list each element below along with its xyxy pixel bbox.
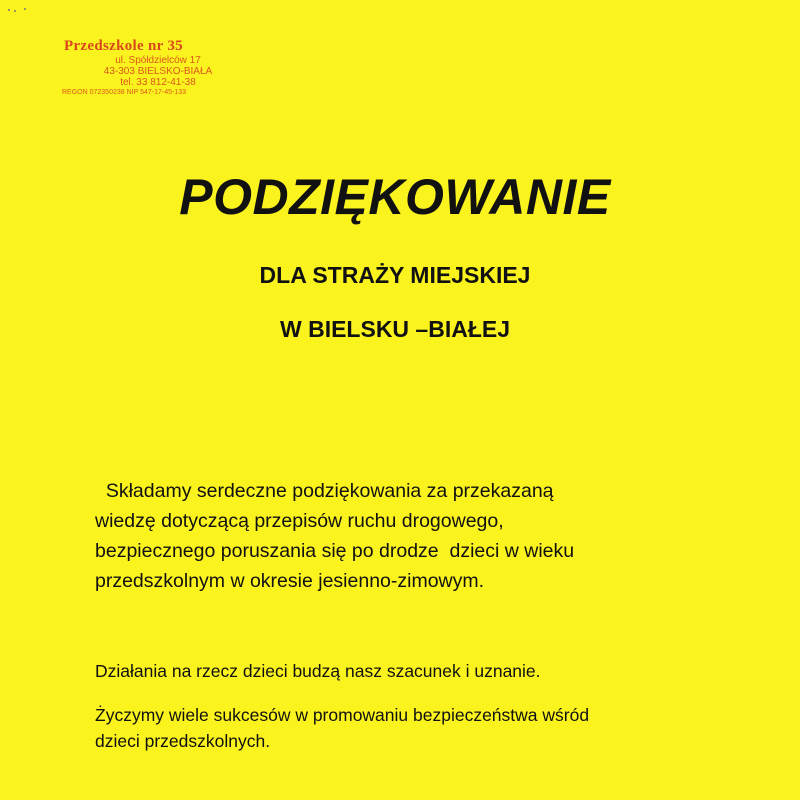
- respect-paragraph: Działania na rzecz dzieci budzą nasz szacunek i uznanie.: [95, 661, 541, 681]
- scan-speck: [24, 8, 26, 10]
- paragraph-line: wiedzę dotyczącą przepisów ruchu drogowego,: [95, 510, 504, 532]
- paragraph-line: przedszkolnym w okresie jesienno-zimowym.: [95, 570, 485, 592]
- document-title: PODZIĘKOWANIE: [179, 169, 611, 225]
- kindergarten-stamp: [58, 38, 258, 98]
- stamp-phone: tel. 33 812-41-38: [120, 77, 196, 88]
- wishes-paragraph: [95, 702, 735, 754]
- stamp-street: ul. Spółdzielców 17: [115, 55, 201, 66]
- stamp-city: 43-303 BIELSKO-BIAŁA: [103, 66, 213, 77]
- paragraph-line: Składamy serdeczne podziękowania za przekazaną: [95, 480, 554, 502]
- subtitle-line-2: W BIELSKU –BIAŁEJ: [279, 316, 511, 342]
- thanks-paragraph: [95, 476, 735, 596]
- paragraph-line: bezpiecznego poruszania się po drodze dzieci w wieku: [95, 540, 575, 562]
- scan-speck: [14, 10, 16, 12]
- paragraph-line: Życzymy wiele sukcesów w promowaniu bezpieczeństwa wśród: [95, 705, 590, 725]
- stamp-ids: REGON 072350238 NIP 547-17-45-133: [62, 89, 187, 96]
- subtitle-line-1: DLA STRAŻY MIEJSKIEJ: [259, 262, 531, 288]
- paragraph-line: dzieci przedszkolnych.: [95, 731, 271, 751]
- stamp-name: Przedszkole nr 35: [64, 38, 183, 54]
- scan-speck: [8, 9, 10, 11]
